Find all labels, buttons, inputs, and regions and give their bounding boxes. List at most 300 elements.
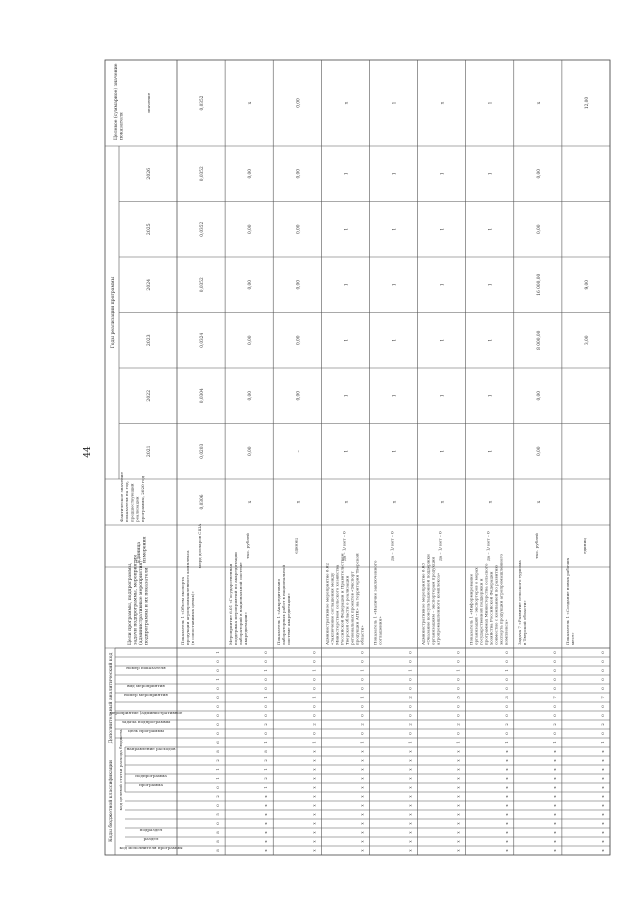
row-fact: х [536, 500, 542, 504]
code-cell: 1 [311, 741, 317, 744]
code-cell: х [503, 804, 509, 807]
row-unit: да – 1/ нет – 0 [389, 531, 395, 561]
row-unit: единиц [293, 538, 299, 554]
code-cell: х [359, 822, 365, 825]
code-col-header: номер мероприятия [124, 692, 168, 697]
code-cell: х [455, 795, 461, 798]
code-cell: х [359, 786, 365, 789]
row-fact: х [440, 500, 446, 504]
code-cell: х [503, 840, 509, 843]
code-col-header: подпрограмма [135, 773, 167, 778]
row-unit: тыс. рублей [245, 533, 251, 559]
code-cell: 1 [359, 696, 365, 699]
code-cell: х [551, 795, 557, 798]
code-cell: 1 [215, 777, 221, 780]
table-header [107, 63, 183, 850]
year-header: 2025 [147, 223, 152, 236]
code-cell: 0 [600, 678, 605, 681]
row-target: 0,00 [296, 98, 302, 108]
code-cell: х [407, 822, 413, 825]
code-cell: 0 [359, 687, 365, 690]
code-cell: х [551, 831, 557, 834]
table-row [421, 101, 461, 851]
code-col-header: вид мероприятия [127, 683, 165, 688]
code-col-header: номер показателя [126, 665, 166, 670]
code-cell: 2 [215, 759, 221, 762]
code-cell: 0 [263, 732, 269, 735]
code-cell: 0 [407, 732, 413, 735]
code-cell: х [407, 759, 413, 762]
code-cell: х [455, 768, 461, 771]
code-col-header: программа [139, 782, 163, 787]
code-cell: х [263, 840, 269, 843]
code-cell: 0 [407, 714, 413, 717]
code-cell: 3 [455, 696, 461, 699]
code-cell: 1 [263, 741, 269, 744]
code-cell: 0 [455, 660, 461, 663]
code-cell: х [311, 822, 317, 825]
code-cell: х [600, 795, 605, 798]
row-year-value: 1 [488, 394, 494, 398]
code-cell: х [407, 840, 413, 843]
code-cell: 0 [551, 705, 557, 708]
code-cell: х [263, 813, 269, 816]
row-year-value: 0,0324 [200, 332, 206, 348]
code-cell: х [600, 849, 605, 852]
code-cell: 0 [600, 687, 605, 690]
code-cell: х [311, 777, 317, 780]
code-cell: 0 [407, 651, 413, 654]
row-year-value: 0,00 [248, 279, 254, 290]
code-cell: х [503, 750, 509, 753]
code-cell: 0 [551, 651, 557, 654]
code-cell: 0 [551, 660, 557, 663]
code-cell: 1 [311, 696, 317, 699]
purpose-expense-header: код целевой статьи расхода бюджета [118, 729, 123, 811]
code-col-header: мероприятие (административное [109, 710, 183, 715]
row-fact: х [248, 500, 254, 504]
code-cell: х [455, 777, 461, 780]
code-cell: х [503, 831, 509, 834]
row-year-value: 0,00 [248, 335, 254, 346]
code-cell: 0 [503, 651, 509, 654]
row-year-value: 0,00 [536, 446, 542, 457]
code-cell: х [503, 777, 509, 780]
code-cell: 0 [311, 687, 317, 690]
code-cell: х [600, 777, 605, 780]
code-cell: 1 [215, 768, 221, 771]
code-cell: 1 [263, 786, 269, 789]
code-cell: 1 [359, 669, 365, 672]
code-cell: 0 [263, 678, 269, 681]
table-row [469, 101, 509, 851]
code-cell: х [503, 786, 509, 789]
code-cell: х [311, 849, 317, 852]
row-fact: 0,0306 [200, 494, 206, 510]
code-cell: х [359, 804, 365, 807]
row-year-value: 1 [392, 283, 398, 287]
row-year-value: 16 000,00 [536, 273, 542, 296]
code-cell: х [311, 786, 317, 789]
year-header: 2022 [147, 389, 152, 402]
code-cell: х [600, 750, 605, 753]
table-row [372, 101, 412, 851]
row-name: Задача 7 «Развитие сельского туризмав Тверской области» [516, 560, 527, 645]
years-header: Годы реализации программы [111, 276, 116, 349]
code-cell: 8 [263, 750, 269, 753]
row-name: Показатель 1 «Объем экспортапродукции агропромышленного комплекса(в сопоставимых ценах)» [180, 550, 195, 645]
code-cell: х [551, 777, 557, 780]
row-unit: единиц [581, 538, 587, 554]
row-year-value: 0,00 [248, 224, 254, 235]
row-year-value: 1 [392, 338, 398, 342]
code-cell: х [407, 786, 413, 789]
unit-header: Единицаизмерения [137, 536, 148, 563]
code-cell: х [600, 822, 605, 825]
code-cell: 0 [503, 732, 509, 735]
code-cell: 1 [407, 741, 413, 744]
code-cell: 1 [455, 669, 461, 672]
year-header: 2021 [147, 445, 152, 458]
row-target: 1 [488, 101, 494, 105]
row-fact: х [488, 500, 494, 504]
code-col-header: подраздел [139, 827, 163, 832]
row-year-value: 1 [344, 449, 350, 453]
code-cell: 0 [215, 705, 221, 708]
code-cell: 0 [407, 687, 413, 690]
code-cell: 0 [359, 732, 365, 735]
row-year-value: 0,0203 [200, 443, 206, 459]
code-cell: х [455, 813, 461, 816]
code-cell: х [551, 813, 557, 816]
year-header: 2026 [147, 167, 152, 180]
code-cell: х [455, 750, 461, 753]
code-cell: 0 [311, 714, 317, 717]
row-year-value: 1 [440, 283, 446, 287]
code-cell: 5 [215, 813, 221, 816]
code-cell: х [407, 831, 413, 834]
code-cell: 0 [551, 687, 557, 690]
code-cell: х [311, 840, 317, 843]
code-cell: х [551, 822, 557, 825]
row-year-value: 1 [488, 449, 494, 453]
code-cell: 0 [503, 660, 509, 663]
code-cell: 0 [551, 714, 557, 717]
code-cell: х [311, 768, 317, 771]
row-year-value: 0,00 [296, 168, 302, 179]
code-cell: 2 [359, 723, 365, 726]
code-cell: 0 [407, 660, 413, 663]
code-cell: 0 [263, 660, 269, 663]
row-year-value: 1 [488, 172, 494, 176]
code-cell: 0 [215, 723, 221, 726]
target-value-header: значение [146, 92, 151, 114]
code-cell: 0 [215, 714, 221, 717]
row-year-value: 9,00 [584, 279, 590, 290]
code-col-header: код исполнителя программы [119, 845, 183, 850]
code-cell: 7 [551, 696, 557, 699]
code-cell: х [455, 822, 461, 825]
code-cell: 2 [407, 723, 413, 726]
code-cell: х [311, 795, 317, 798]
code-cell: 8 [215, 840, 221, 843]
code-col-header: цель программы [128, 728, 164, 733]
row-year-value: 0,00 [296, 224, 302, 235]
code-cell: 8 [215, 750, 221, 753]
code-cell: х [600, 804, 605, 807]
row-year-value: 1 [440, 394, 446, 398]
row-year-value: 1 [488, 283, 494, 287]
code-cell: 2 [263, 723, 269, 726]
row-year-value: 0,00 [248, 446, 254, 457]
code-cell: 1 [215, 651, 221, 654]
code-cell: 0 [551, 669, 557, 672]
row-year-value: 0,00 [536, 168, 542, 179]
code-cell: 2 [407, 696, 413, 699]
code-cell: 6 [215, 741, 221, 744]
code-cell: 0 [263, 651, 269, 654]
code-cell: х [600, 786, 605, 789]
row-year-value: 0,00 [296, 335, 302, 346]
code-cell: х [311, 804, 317, 807]
row-year-value: 1 [392, 227, 398, 231]
code-cell: 0 [503, 678, 509, 681]
code-cell: 0 [215, 822, 221, 825]
code-cell: х [551, 786, 557, 789]
code-cell: 0 [263, 705, 269, 708]
code-cell: 0 [407, 705, 413, 708]
row-name: Мероприятие 6.01 «Государственнаяподдержка мероприятий по аккредитациилабораторий в национальной системеаккредитации» [228, 552, 249, 645]
code-cell: х [455, 759, 461, 762]
code-cell: х [455, 786, 461, 789]
row-name: Административное мероприятие 6.03«Оказание консультационной поддержкиорганизациям – экспортерам продукцииагропромышленного комплекса» [420, 554, 441, 645]
year-header: 2024 [147, 278, 152, 291]
code-cell: х [407, 777, 413, 780]
code-cell: 1 [215, 678, 221, 681]
code-cell: х [407, 750, 413, 753]
program-goals-header: Цели программы, подпрограммы,задачи подпрограммы, мероприятия(административные мероприятия)подпрограммы и их показатели [128, 554, 150, 645]
row-year-value: 1 [440, 449, 446, 453]
code-cell: х [263, 849, 269, 852]
code-cell: 0 [359, 651, 365, 654]
code-cell: х [407, 768, 413, 771]
row-unit: тыс. рублей [533, 533, 539, 559]
row-target: х [344, 101, 350, 105]
row-year-value: 1 [344, 394, 350, 398]
code-cell: 1 [600, 741, 605, 744]
code-cell: 1 [263, 768, 269, 771]
target-header: Целевое (суммарное) значениепоказателя [114, 63, 125, 140]
code-cell: 0 [503, 705, 509, 708]
code-cell: х [359, 813, 365, 816]
code-cell: 0 [215, 660, 221, 663]
code-cell: 7 [600, 696, 605, 699]
code-cell: 0 [455, 687, 461, 690]
code-cell: 0 [263, 714, 269, 717]
code-cell: 2 [551, 723, 557, 726]
code-cell: х [551, 750, 557, 753]
code-cell: 0 [359, 660, 365, 663]
code-cell: 1 [263, 669, 269, 672]
code-cell: х [407, 849, 413, 852]
code-cell: 0 [455, 705, 461, 708]
code-cell: 0 [407, 678, 413, 681]
code-cell: 1 [455, 741, 461, 744]
code-cell: х [503, 759, 509, 762]
row-target: х [248, 101, 254, 105]
code-cell: 1 [407, 669, 413, 672]
code-cell: х [359, 840, 365, 843]
code-cell: х [407, 795, 413, 798]
code-cell: х [359, 777, 365, 780]
table-row [565, 97, 605, 852]
code-cell: 1 [311, 669, 317, 672]
code-cell: х [455, 831, 461, 834]
row-year-value: 1 [392, 449, 398, 453]
row-year-value: 1 [392, 394, 398, 398]
code-cell: 3 [503, 696, 509, 699]
code-cell: х [455, 840, 461, 843]
code-cell: 0 [311, 705, 317, 708]
code-cell: х [503, 795, 509, 798]
code-cell: 0 [215, 669, 221, 672]
code-cell: х [359, 795, 365, 798]
extra-codes-header: Дополнительный аналитический код [109, 652, 114, 744]
code-cell: 0 [215, 687, 221, 690]
row-target: х [440, 101, 446, 105]
code-cell: 0 [600, 705, 605, 708]
code-cell: х [359, 831, 365, 834]
code-cell: 0 [359, 714, 365, 717]
code-cell: 2 [263, 777, 269, 780]
row-fact: х [344, 500, 350, 504]
table-row [228, 101, 268, 851]
code-cell: 0 [311, 732, 317, 735]
row-name: Показатель 1 «Наличие заключенногосоглашения» [372, 560, 383, 645]
code-cell: х [600, 813, 605, 816]
code-cell: 1 [503, 741, 509, 744]
budget-codes-header: Коды бюджетной классификации [109, 760, 114, 842]
table-row [324, 101, 364, 851]
code-cell: 0 [215, 732, 221, 735]
code-cell: 0 [311, 660, 317, 663]
code-cell: х [503, 768, 509, 771]
row-year-value: 0,0304 [200, 388, 206, 404]
code-cell: 1 [551, 741, 557, 744]
code-cell: х [551, 768, 557, 771]
row-year-value: 1 [488, 338, 494, 342]
code-cell: х [551, 804, 557, 807]
code-col-header: раздел [143, 836, 159, 841]
code-cell: х [359, 759, 365, 762]
code-cell: х [600, 759, 605, 762]
row-year-value: 1 [344, 227, 350, 231]
row-name: Показатель 1 «Аккредитованолабораторных работ в национальнойсистеме аккредитации» [276, 564, 292, 645]
row-fact: х [392, 500, 398, 504]
code-cell: 0 [600, 714, 605, 717]
code-cell: 8 [215, 831, 221, 834]
code-cell: 0 [311, 651, 317, 654]
row-year-value: 0,0352 [200, 166, 206, 182]
code-cell: х [551, 840, 557, 843]
table-grid [105, 60, 610, 855]
code-col-header: направление расходов [126, 746, 176, 751]
code-cell: 0 [455, 714, 461, 717]
row-year-value: 0,0352 [200, 277, 206, 293]
code-cell: х [311, 831, 317, 834]
code-cell: х [263, 831, 269, 834]
code-cell: 2 [600, 723, 605, 726]
row-year-value: 0,00 [248, 390, 254, 401]
code-cell: 2 [215, 795, 221, 798]
code-cell: х [359, 849, 365, 852]
code-cell: х [551, 849, 557, 852]
code-cell: х [263, 795, 269, 798]
code-cell: 2 [263, 759, 269, 762]
row-target: х [536, 101, 542, 105]
code-cell: 0 [551, 732, 557, 735]
code-cell: 0 [600, 732, 605, 735]
row-year-value: – [296, 450, 302, 453]
row-year-value: 1 [344, 283, 350, 287]
row-unit: млрд долларов США [197, 523, 203, 569]
code-cell: 0 [359, 678, 365, 681]
code-cell: х [311, 759, 317, 762]
code-cell: 0 [600, 669, 605, 672]
row-year-value: 1 [440, 338, 446, 342]
code-cell: 0 [455, 732, 461, 735]
row-unit: да – 1/ нет – 0 [485, 531, 491, 561]
code-cell: х [359, 750, 365, 753]
code-cell: 1 [263, 696, 269, 699]
code-cell: 0 [600, 651, 605, 654]
code-cell: х [503, 822, 509, 825]
row-unit: да – 1/ нет – 0 [341, 531, 347, 561]
code-cell: 0 [215, 786, 221, 789]
code-cell: 0 [600, 660, 605, 663]
code-cell: х [407, 804, 413, 807]
code-cell: х [551, 759, 557, 762]
row-year-value: 3,00 [584, 335, 590, 346]
row-name: Административное мероприятие 6.02«Заключение соглашения междуМинистерством сельского хозяйстваРоссийской Федерации и ПравительствомТверской области о реализациирегиональных проектов «Экспортпродукции АПК» на территории Тверскойобласти» [324, 553, 365, 645]
row-year-value: 0,00 [536, 390, 542, 401]
page-number: 44 [83, 446, 93, 458]
fact-year-header: Фактическое значениепоказателя на год,предшествующийреализациипрограммы, 2020 год [119, 472, 145, 522]
code-cell: 0 [503, 714, 509, 717]
row-year-value: 1 [344, 172, 350, 176]
code-cell: 0 [311, 678, 317, 681]
year-header: 2023 [147, 334, 152, 347]
row-target: 0,0352 [200, 95, 206, 111]
code-cell: 0 [215, 696, 221, 699]
table-row [276, 98, 316, 852]
row-name: Показатель 1 «Информированиеорганизаций – экспортеров о мерахгосударственной поддержки ипрограммах Министерства сельскогохозяйства Российской Федерациисовместно с компанией по развитиюэкспорта продукции агропромышленногокомплекса» [468, 554, 509, 645]
code-cell: х [407, 813, 413, 816]
row-year-value: 1 [488, 227, 494, 231]
code-cell: 0 [455, 678, 461, 681]
row-year-value: 1 [344, 338, 350, 342]
code-cell: 0 [551, 678, 557, 681]
code-cell: х [455, 804, 461, 807]
code-cell: 8 [215, 849, 221, 852]
code-cell: 2 [503, 723, 509, 726]
row-target: 1 [392, 101, 398, 105]
code-cell: 0 [359, 705, 365, 708]
code-col-header: задача подпрограммы [121, 719, 171, 724]
code-cell: 0 [215, 804, 221, 807]
code-cell: х [503, 849, 509, 852]
row-target: 12,00 [584, 96, 590, 110]
